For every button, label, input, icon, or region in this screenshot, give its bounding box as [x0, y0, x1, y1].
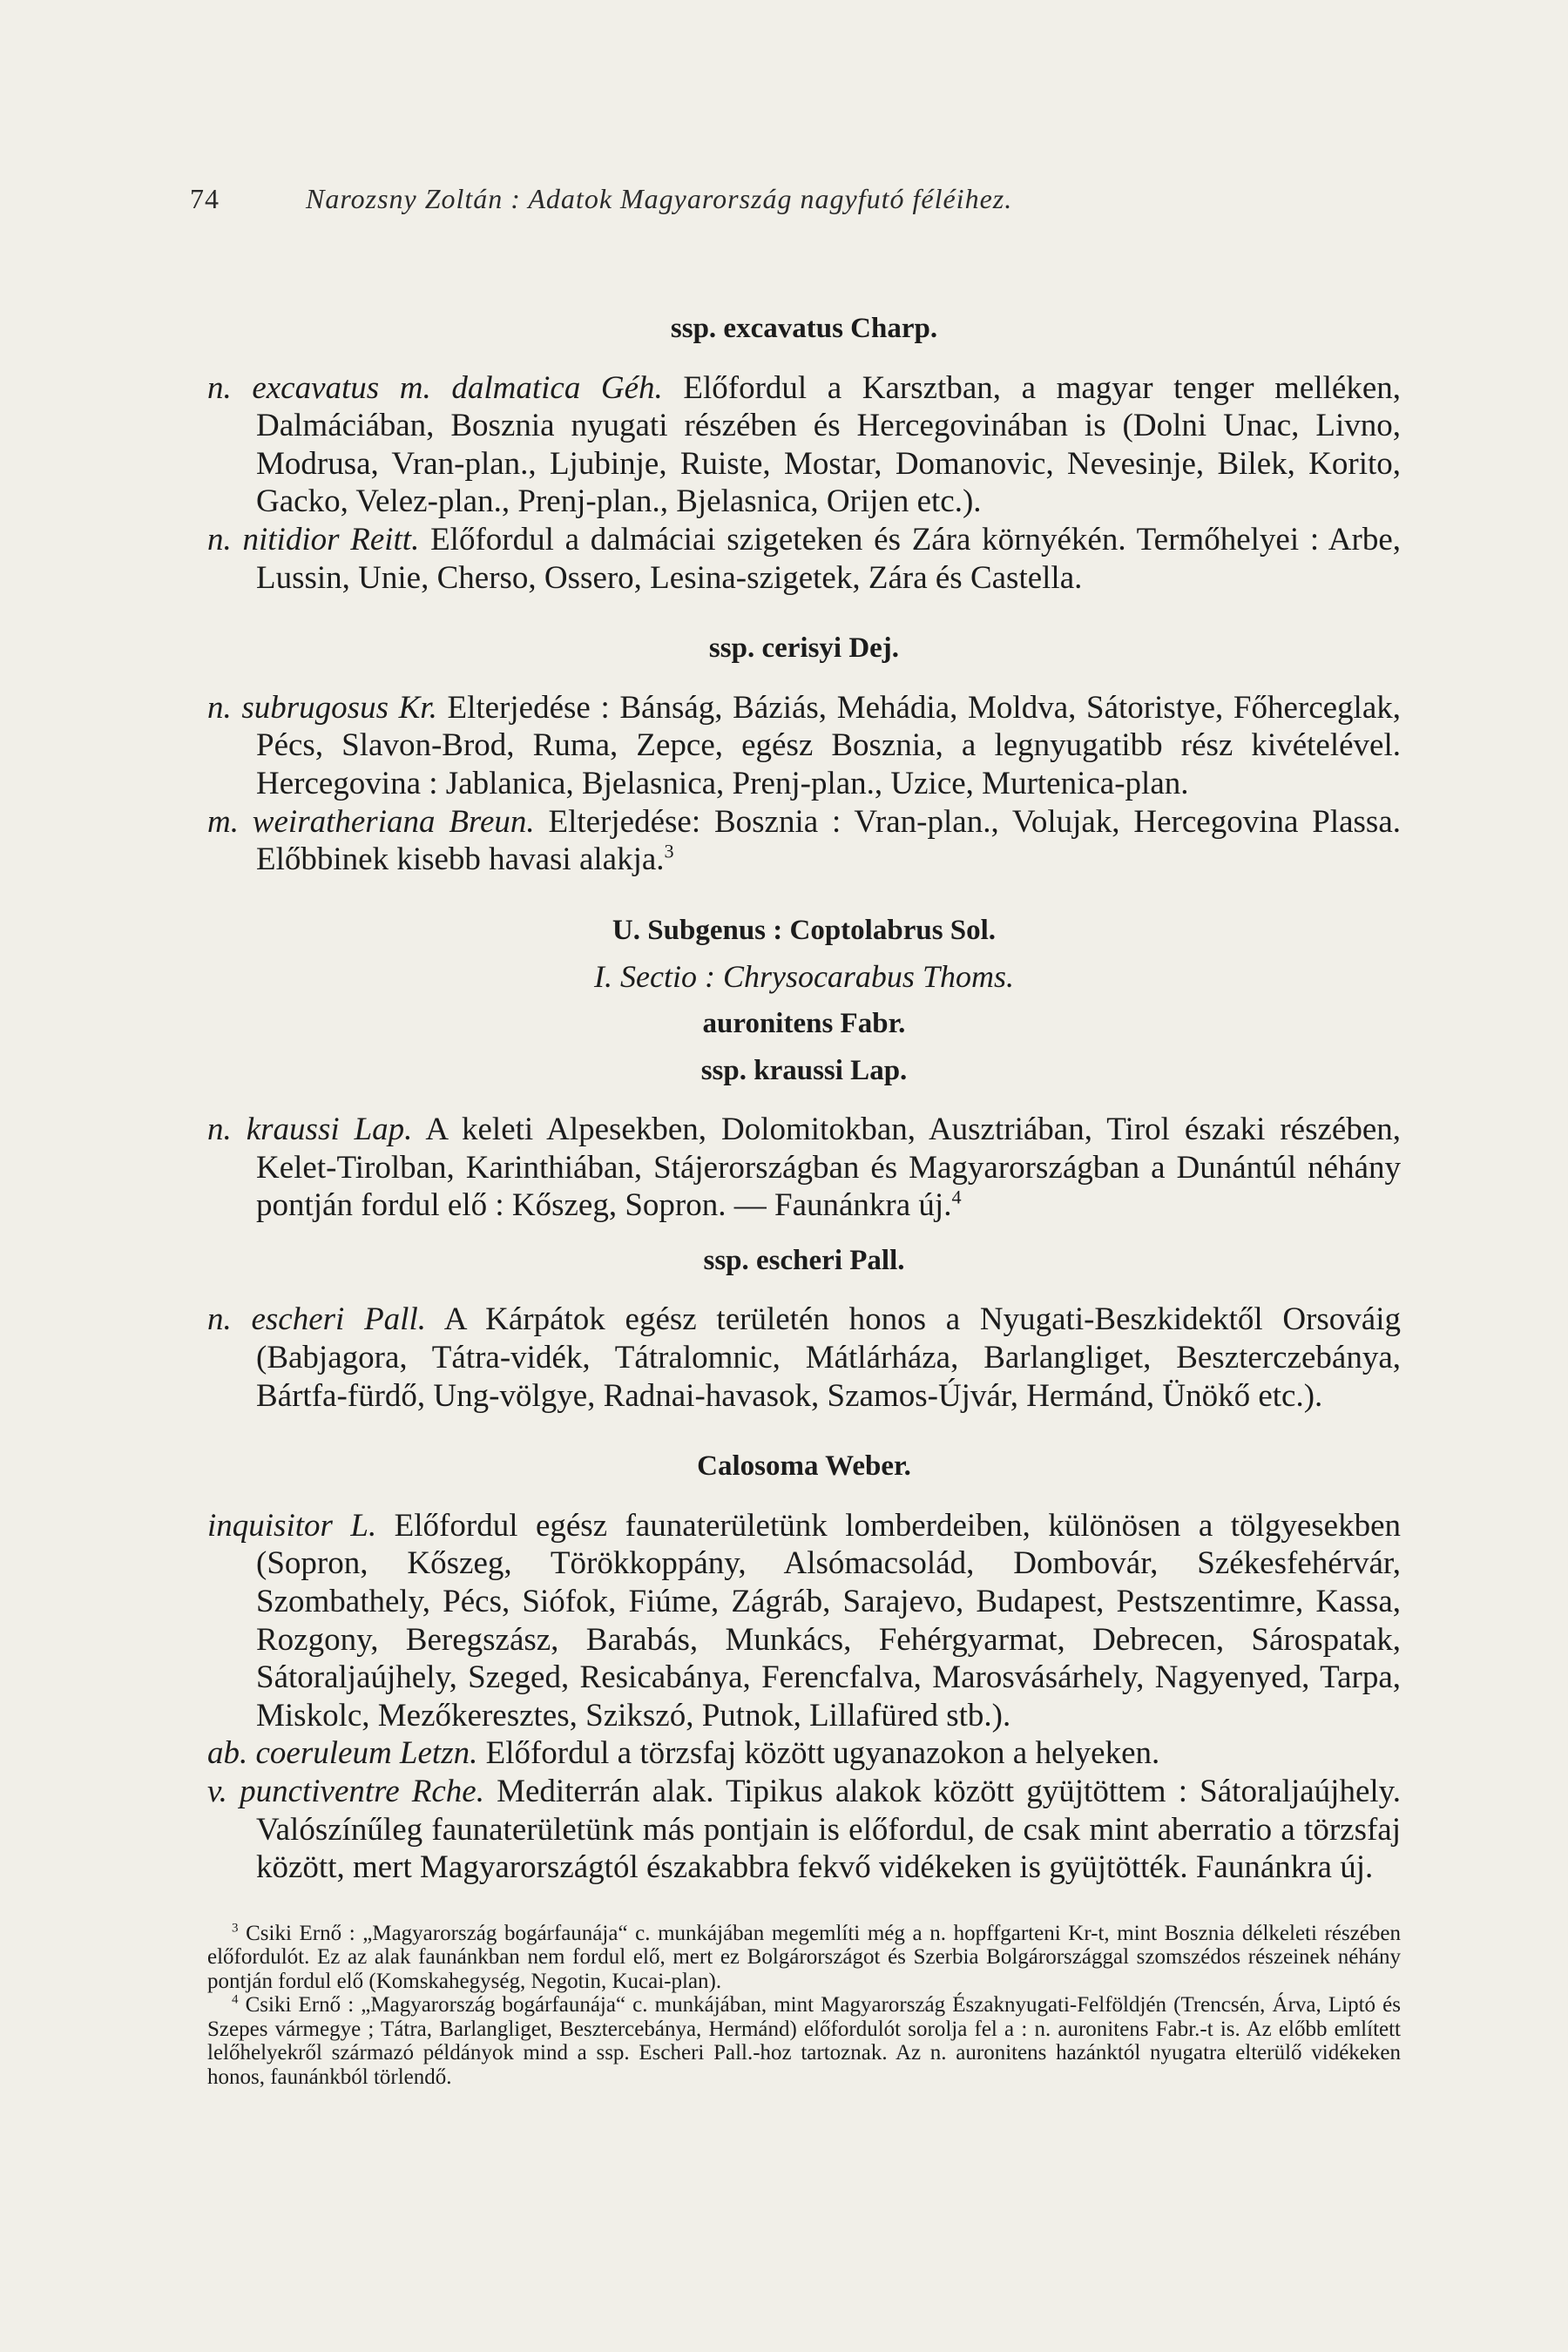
running-title: Narozsny Zoltán : Adatok Magyarország nagyfutó féléihez. [306, 183, 1013, 214]
entry-text: Mediterrán alak. Tipikus alakok között gyüjtöttem : Sátoraljaújhely. Valószínűleg faunaterületünk más pontjain is előfordul, de csak mint aberratio a törzsfaj között, mert Magyarországtól északabbra fekvő vidékeken is gyüjtötték. Faunánkra új. [256, 1774, 1401, 1886]
entry-text: A Kárpátok egész területén honos a Nyugati-Beszkidektől Orsováig (Babjagora, Tátra-vidék, Tátralomnic, Mátlárháza, Barlangliget, Beszterczebánya, Bártfa-fürdő, Ung-völgye, Radnai-havasok, Szamos-Újvár, Hermánd, Ünökő etc.). [256, 1301, 1401, 1414]
entry-text: Elterjedése: Bosznia : Vran-plan., Volujak, Hercegovina Plassa. Előbbinek kisebb havasi alakja. [256, 803, 1402, 878]
genus-heading: Calosoma Weber. [697, 1450, 911, 1483]
taxon-name: v. punctiventre Rche. [207, 1774, 484, 1809]
taxon-name: inquisitor L. [207, 1507, 377, 1544]
taxon-entry [207, 1301, 1401, 1415]
footnote-text: Csiki Ernő : „Magyarország bogárfaunája“ c. munkájában megemlíti még a n. hopffgarteni Kr-t, mint Bosznia délkeleti részében előfordulót. Ez az alak faunánkban nem fordul elő, mert ez Bolgárországot és Szerbia Bolgárországgal szomszédos részeinek néhány pontján fordul elő (Komskahegység, Negotin, Kucai-plan). [207, 1921, 1401, 1993]
taxon-entry [207, 1773, 1401, 1887]
entry-text: Előfordul a Karsztban, a magyar tenger melléken, Dalmáciában, Bosznia nyugati részében és Hercegovinában is (Dolni Unac, Livno, Modrusa, Vran-plan., Ljubinje, Ruiste, Mostar, Domanovic, Nevesinje, Bilek, Korito, Gacko, Velez-plan., Prenj-plan., Bjelasnica, Orijen etc.). [256, 369, 1401, 520]
entry-text: A keleti Alpesekben, Dolomitokban, Ausztriában, Tirol északi részében, Kelet-Tirolban, Karinthiában, Stájerországban és Magyarországban a Dunántúl néhány pontján fordul elő : Kőszeg, Sopron. — Faunánkra új. [256, 1112, 1401, 1224]
page-number: 74 [190, 183, 220, 214]
section-heading: ssp. kraussi Lap. [700, 1054, 908, 1086]
footnotes [207, 1922, 1401, 2090]
footnote-ref: 4 [951, 1186, 962, 1208]
running-header [190, 183, 1375, 215]
species-heading: auronitens Fabr. [702, 1007, 906, 1039]
entry-text: Előfordul egész faunaterületünk lomberdeiben, különösen a tölgyesekben (Sopron, Kőszeg, Törökkoppány, Alsómacsolád, Dombovár, Székesfehérvár, Szombathely, Pécs, Siófok, Fiúme, Zágráb, Sarajevo, Budapest, Pestszentimre, Kassa, Rozgony, Beregszász, Barabás, Munkács, Fehérgyarmat, Debrecen, Sárospatak, Sátoraljaújhely, Szeged, Resicabánya, Ferencfalva, Marosvásárhely, Nagyenyed, Tarpa, Miskolc, Mezőkeresztes, Szikszó, Putnok, Lillafüred stb.). [256, 1507, 1401, 1734]
taxon-name: ab. coeruleum Letzn. [207, 1735, 478, 1772]
taxon-name: n. kraussi Lap. [207, 1112, 413, 1148]
section-heading: ssp. cerisyi Dej. [708, 632, 900, 665]
main-text [207, 305, 1401, 2089]
entry-text: Elterjedése : Bánság, Báziás, Mehádia, Moldva, Sátoristye, Főherceglak, Pécs, Slavon-Brod, Ruma, Zepce, egész Bosznia, a legnyugatibb rész kivételével. Hercegovina : Jablanica, Bjelasnica, Prenj-plan., Uzice, Murtenica-plan. [256, 689, 1401, 801]
entry-text: Előfordul a dalmáciai szigeteken és Zára környékén. Termőhelyei : Arbe, Lussin, Unie, Cherso, Ossero, Lesina-szigetek, Zára és Castella. [256, 521, 1401, 596]
footnote-text: Csiki Ernő : „Magyarország bogárfaunája“ c. munkájában, mint Magyarország Északnyugati-Felföldjén (Trencsén, Árva, Liptó és Szepes vármegye ; Tátra, Barlangliget, Besztercebánya, Hermánd) előfordulót sorolja fel a : n. auronitens Fabr.-t is. Az előbb említett lelőhelyekről származó példányok mind a ssp. Escheri Pall.-hoz tartoznak. Az n. auronitens hazánktól nyugatra elterülő vidékeken honos, faunánkból törlendő. [207, 1993, 1401, 2089]
footnote-3 [207, 1922, 1401, 1994]
taxon-entry [207, 1507, 1401, 1735]
taxon-name: n. excavatus m. dalmatica Géh. [207, 369, 663, 406]
subgenus-heading: U. Subgenus : Coptolabrus Sol. [612, 914, 997, 946]
section-heading: ssp. escheri Pall. [703, 1244, 905, 1276]
taxon-entry [207, 689, 1401, 803]
footnote-marker: 3 [232, 1921, 239, 1936]
taxon-name: m. weiratheriana Breun. [207, 803, 535, 840]
taxon-entry [207, 1111, 1401, 1225]
entry-text: Előfordul a törzsfaj között ugyanazokon a helyeken. [477, 1735, 1160, 1772]
footnote-4 [207, 1993, 1401, 2089]
section-heading: ssp. excavatus Charp. [670, 313, 938, 344]
taxon-name: n. nitidior Reitt. [207, 521, 420, 558]
taxon-name: n. escheri Pall. [207, 1301, 426, 1338]
taxon-entry [207, 521, 1401, 597]
taxon-entry [207, 369, 1401, 521]
taxon-entry [207, 1734, 1401, 1773]
sectio-heading: I. Sectio : Chrysocarabus Thoms. [594, 959, 1014, 995]
footnote-ref: 3 [664, 840, 674, 862]
taxon-name: n. subrugosus Kr. [207, 689, 437, 726]
footnote-marker: 4 [232, 1992, 239, 2007]
taxon-entry [207, 803, 1401, 879]
